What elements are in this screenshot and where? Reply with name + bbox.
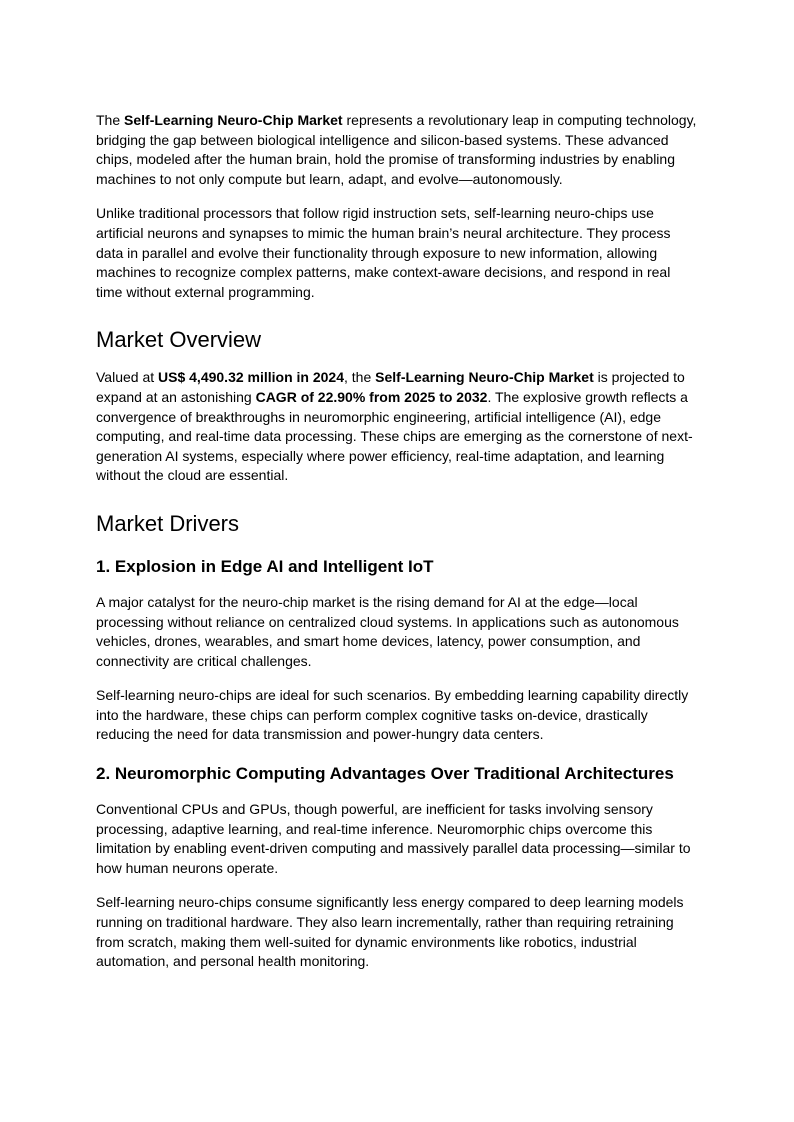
overview-market-name: Self-Learning Neuro-Chip Market (375, 369, 594, 386)
intro-p1-text-rest: represents a revolutionary leap in computing technology, bridging the gap between biological intelligence and silicon-based systems. These advanced chips, modeled after the human brain, hold the promise of transforming industries by enabling machines to not only compute but learn, adapt, and evolve—autonomously. (96, 112, 697, 187)
driver-1-paragraph-2: Self-learning neuro-chips are ideal for such scenarios. By embedding learning capability directly into the hardware, these chips can perform complex cognitive tasks on-device, drastically reducing the need for data transmission and power-hungry data centers. (96, 687, 689, 743)
intro-p1-text-start: The (96, 112, 125, 128)
overview-text-1: Valued at (96, 369, 159, 386)
overview-text-4: . The explosive growth reflects a convergence of breakthroughs in neuromorphic engineering, artificial intelligence (AI), edge computing, and real-time data processing. These chips are emerging as the cornerstone of next-generation AI systems, especially where power efficiency, real-time adaptation, and learning without the cloud are essential. (96, 388, 693, 484)
intro-paragraph-2: Unlike traditional processors that follow rigid instruction sets, self-learning neuro-chips use artificial neurons and synapses to mimic the human brain’s neural architecture. They process data in parallel and evolve their functionality through exposure to new information, allowing machines to recognize complex patterns, make context-aware decisions, and respond in real time without external programming. (96, 205, 671, 300)
driver-1-paragraph-1: A major catalyst for the neuro-chip market is the rising demand for AI at the edge—local processing without reliance on centralized cloud systems. In applications such as autonomous vehicles, drones, wearables, and smart home devices, latency, power consumption, and connectivity are critical challenges. (96, 593, 679, 669)
overview-valuation: US$ 4,490.32 million in 2024 (158, 369, 345, 386)
market-drivers-heading: Market Drivers (96, 510, 240, 536)
market-overview-heading: Market Overview (96, 327, 262, 353)
overview-text-2: , the (344, 369, 376, 386)
overview-text-3: is projected to expand at an astonishing (96, 369, 685, 405)
market-overview-paragraph (96, 368, 700, 486)
intro-paragraph-1 (96, 111, 700, 189)
intro-p1-market-name: Self-Learning Neuro-Chip Market (124, 112, 343, 128)
driver-2-paragraph-2: Self-learning neuro-chips consume significantly less energy compared to deep learning models running on traditional hardware. They also learn incrementally, rather than requiring retraining from scratch, making them well-suited for dynamic environments like robotics, industrial automation, and personal health monitoring. (96, 894, 684, 970)
driver-1-heading: 1. Explosion in Edge AI and Intelligent IoT (96, 556, 434, 576)
overview-cagr: CAGR of 22.90% from 2025 to 2032 (255, 388, 488, 405)
driver-2-paragraph-1: Conventional CPUs and GPUs, though powerful, are inefficient for tasks involving sensory processing, adaptive learning, and real-time inference. Neuromorphic chips overcome this limitation by enabling event-driven computing and massively parallel data processing—similar to how human neurons operate. (96, 801, 691, 876)
document-page (96, 111, 700, 972)
driver-2-heading: 2. Neuromorphic Computing Advantages Over Traditional Architectures (96, 764, 674, 784)
